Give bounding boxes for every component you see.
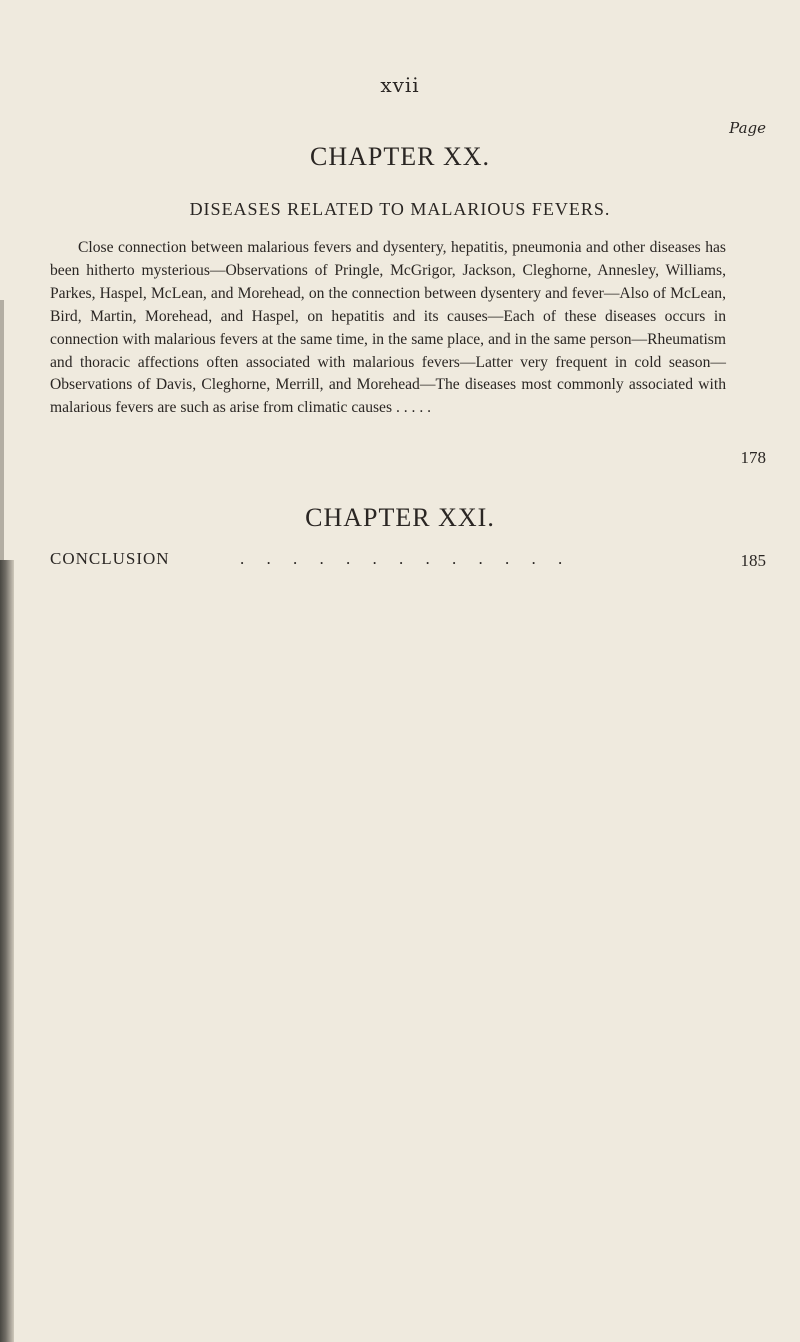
chapter-20-subtitle: DISEASES RELATED TO MALARIOUS FEVERS. <box>189 199 611 219</box>
chapter-21-page: 185 <box>740 551 766 570</box>
chapter-21-title: CHAPTER XXI. <box>305 503 495 532</box>
page-number: xvii <box>380 73 420 97</box>
chapter-20-title: CHAPTER XX. <box>309 142 490 171</box>
chapter-21-entry: CONCLUSION <box>50 549 170 568</box>
page-column-label: Page <box>729 119 766 137</box>
dot-leader: . . . . . . . . . . . . . <box>240 549 572 568</box>
binding-gutter <box>0 560 14 1342</box>
chapter-20-summary: Close connection between malarious fevers and dysentery, hepatitis, pneumonia and other diseases has been hitherto mysterious—Observations of Pringle, McGrigor, Jackson, Cleghorne, Annesley, Williams, Parkes, Haspel, McLean, and Morehead, on the connection between dysentery and fever—Also of McLean, Bird, Martin, Morehead, and Haspel, on hepatitis and its causes—Each of these diseases occurs in connection with malarious fevers at the same time, in the same place, and in the same person—Rheumatism and thoracic affections often associated with malarious fevers—Latter very frequent in cold season—Observations of Davis, Cleghorne, Merrill, and Morehead—The diseases most commonly associated with malarious fevers are such as arise from climatic causes . . . . . <box>50 239 726 417</box>
chapter-20-page: 178 <box>740 448 766 467</box>
